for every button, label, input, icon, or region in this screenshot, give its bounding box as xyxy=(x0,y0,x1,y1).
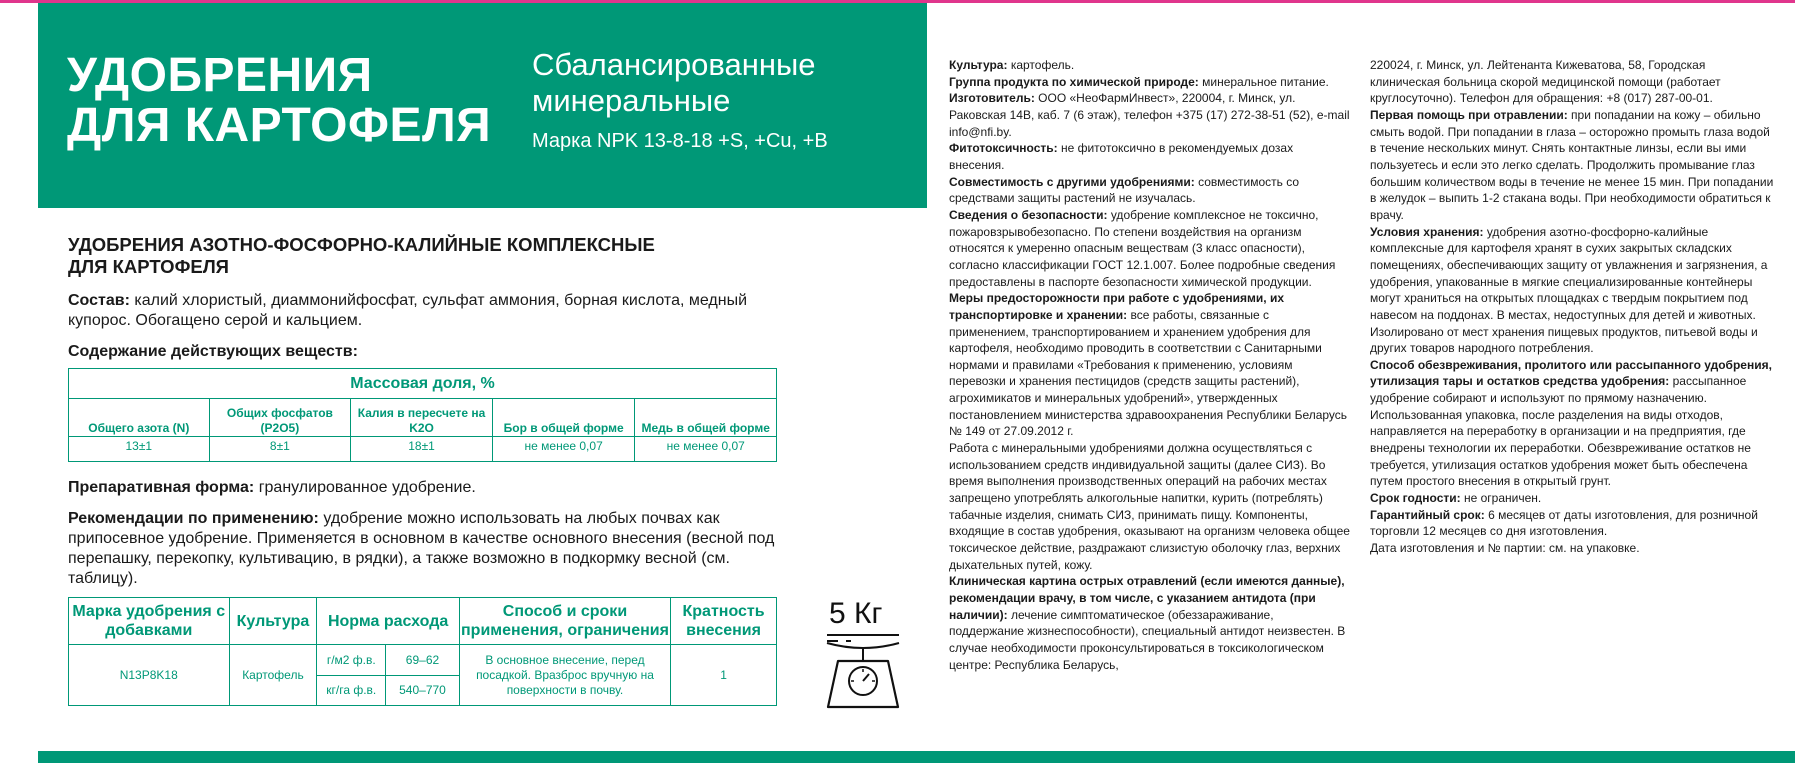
usage-table xyxy=(68,597,777,706)
mass-col-header: Общего азота (N) xyxy=(69,399,210,437)
content-label: Содержание действующих веществ: xyxy=(68,343,358,360)
rate-value: 69–62 xyxy=(386,645,460,676)
info-label: Условия хранения: xyxy=(1370,224,1484,239)
info-text: удобрение комплексное не токсично, пожаровзрывобезопасно. По степени воздействия на организм относятся к умеренно опасным веществам (3 класс опасности), согласно классификации ГОСТ 12.1.007. Более подробные сведения предоставлены в паспорте безопасности химической продукции. xyxy=(949,207,1336,289)
heading-line-1: УДОБРЕНИЯ АЗОТНО-ФОСФОРНО-КАЛИЙНЫЕ КОМПЛЕКСНЫЕ xyxy=(68,234,655,255)
info-paragraph xyxy=(949,440,1351,573)
info-label: Срок годности: xyxy=(1370,491,1461,506)
usage-col-header: Кратность внесения xyxy=(671,598,777,645)
info-paragraph xyxy=(949,207,1351,290)
scale-icon xyxy=(818,631,908,711)
info-label: Изготовитель: xyxy=(949,91,1035,106)
info-text: 220024, г. Минск, ул. Лейтенанта Кижеватова, 58, Городская клиническая больница скорой медицинской помощи (работает круглосуточно). Телефон для обращения: +8 (017) 287-00-01. xyxy=(1370,58,1721,106)
usage-grade: N13P8K18 xyxy=(69,645,230,706)
info-text: рассыпанное удобрение собирают и используют по прямому назначению. Использованная упаковка, после разделения на виды отходов, направляется на переработку в организации и на предприятия, где внедрены технологии их переработки. Обезвреживание остатков не требуется, утилизация остатков удобрения может быть обеспечена путем простого внесения в открытый грунт. xyxy=(1370,374,1751,489)
mass-value: 18±1 xyxy=(351,437,493,462)
grade-label: Марка NPK 13-8-18 +S, +Cu, +B xyxy=(532,130,828,152)
usage-multiplicity: 1 xyxy=(671,645,777,706)
info-label: Фитотоксичность: xyxy=(949,141,1058,156)
rate-unit: г/м2 ф.в. xyxy=(317,645,386,676)
info-text: совместимость со средствами защиты растений не изучалась. xyxy=(949,174,1300,206)
info-label: Культура: xyxy=(949,58,1008,72)
heading-line-2: ДЛЯ КАРТОФЕЛЯ xyxy=(68,256,229,277)
info-paragraph xyxy=(1370,57,1775,107)
info-text: удобрения азотно-фосфорно-калийные комплексные для картофеля хранят в сухих закрытых складских помещениях, обеспечивающих защиту от увлажнения и загрязнения, а удобрения, упакованные в мягкие специализированные контейнеры могут храниться на открытых площадках с твердым покрытием под навесом на поддонах. В местах, недоступных для детей и животных. Изолировано от мест хранения пищевых продуктов, питьевой воды и других товаров народного потребления. xyxy=(1370,224,1768,356)
info-paragraph xyxy=(949,290,1351,440)
recommendations-text: удобрение можно использовать на любых почвах как припосевное удобрение. Применяется в основном в качестве основного внесения (весной под перепашку, перекопку, культивацию, в рядки), а также возможно в подкормку весной (см. таблицу). xyxy=(68,510,775,587)
info-paragraph xyxy=(1370,224,1775,357)
info-label: Меры предосторожности при работе с удобрениями, их транспортировке и хранении: xyxy=(949,291,1285,322)
info-text: лечение симптоматическое (обеззараживание, поддержание жизнеспособности), специальный антидот неизвестен. В случае необходимости проконсультироваться в токсикологическом центре: Республика Беларусь, xyxy=(949,607,1346,672)
mass-fraction-table xyxy=(68,368,777,462)
mass-col-header: Калия в пересчете на K2O xyxy=(351,399,493,437)
info-label: Гарантийный срок: xyxy=(1370,507,1485,522)
usage-col-header: Норма расхода xyxy=(317,598,459,645)
main-title xyxy=(67,51,491,151)
info-label: Сведения о безопасности: xyxy=(949,207,1108,222)
info-text: картофель. xyxy=(1007,58,1075,72)
info-paragraph xyxy=(949,90,1351,140)
subtitle-line-2: минеральные xyxy=(532,83,731,118)
header-banner xyxy=(38,3,927,208)
info-column-3 xyxy=(1370,57,1775,557)
info-text: минеральное питание. xyxy=(1198,74,1329,89)
weight-block xyxy=(818,597,908,712)
info-text: ООО «НеоФармИнвест», 220004, г. Минск, ул. Раковская 14В, каб. 7 (6 этаж), телефон +375 (17) 272-38-51 (52), e-mail info@nfi.by. xyxy=(949,91,1350,139)
rate-unit: кг/га ф.в. xyxy=(317,676,386,706)
usage-col-header: Марка удобрения с добавками xyxy=(69,598,230,645)
info-paragraph xyxy=(1370,507,1775,540)
info-paragraph xyxy=(949,74,1351,91)
mass-table-caption: Массовая доля, % xyxy=(69,369,777,399)
mass-value: 13±1 xyxy=(69,437,210,462)
info-paragraph xyxy=(1370,107,1775,224)
mass-col-header: Бор в общей форме xyxy=(492,399,635,437)
info-paragraph xyxy=(949,573,1351,673)
form-text: гранулированное удобрение. xyxy=(258,479,476,496)
weight-label: 5 Кг xyxy=(829,597,883,630)
info-column-2 xyxy=(949,57,1351,673)
info-paragraph xyxy=(949,174,1351,207)
composition-label: Состав: xyxy=(68,292,130,309)
info-text: не ограничен. xyxy=(1460,491,1542,506)
info-label: Первая помощь при отравлении: xyxy=(1370,107,1568,122)
info-paragraph xyxy=(1370,490,1775,507)
usage-col-header: Способ и сроки применения, ограничения xyxy=(459,598,670,645)
product-heading xyxy=(68,234,783,278)
info-text: Работа с минеральными удобрениями должна осуществляться с использованием средств индивидуальной защиты (далее СИЗ). Во время выполнения производственных операций на рабочих местах запрещено употреблять алкогольные напитки, курить (потреблять) табачные изделия, снимать СИЗ, принимать пищу. Компоненты, входящие в состав удобрения, оказывают на организм человека общее токсическое действие, раздражают слизистую оболочку глаз, верхних дыхательных путей, кожу. xyxy=(949,441,1350,572)
info-text: все работы, связанные с применением, транспортированием и хранением удобрения для картофеля, необходимо проводить в соответствии с Санитарными нормами и правилами «Требования к применению, условиям перевозки и хранения пестицидов (средств защиты растений), агрохимикатов и минеральных удобрений», утвержденных постановлением министерства здравоохранения Республики Беларусь № 149 от 27.09.2012 г. xyxy=(949,307,1348,439)
info-text: при попадании на кожу – обильно смыть водой. При попадании в глаза – осторожно промыть глаза водой в течение нескольких минут. Снять контактные линзы, если вы ими пользуетесь и если это легко сделать. Продолжить промывание глаз большим количеством воды в течение не менее 15 мин. При попадании в желудок – выпить 1-2 стакана воды. При необходимости обратиться к врачу. xyxy=(1370,107,1774,222)
info-label: Группа продукта по химической природе: xyxy=(949,74,1199,89)
usage-col-header: Культура xyxy=(229,598,317,645)
rate-value: 540–770 xyxy=(386,676,460,706)
preparative-form xyxy=(68,478,783,498)
info-paragraph xyxy=(1370,540,1775,557)
info-label: Клиническая картина острых отравлений (если имеются данные), рекомендации врачу, в том числе, с указанием антидота (при наличии): xyxy=(949,574,1345,622)
info-text: Дата изготовления и № партии: см. на упаковке. xyxy=(1370,541,1640,556)
info-label: Совместимость с другими удобрениями: xyxy=(949,174,1195,189)
form-label: Препаративная форма: xyxy=(68,479,255,496)
subtitle xyxy=(532,47,816,119)
subtitle-line-1: Сбалансированные xyxy=(532,47,816,82)
recommendations xyxy=(68,509,783,589)
usage-crop: Картофель xyxy=(229,645,317,706)
mass-value: не менее 0,07 xyxy=(635,437,777,462)
mass-value: 8±1 xyxy=(209,437,351,462)
info-text: 6 месяцев от даты изготовления, для розничной торговли 12 месяцев со дня изготовления. xyxy=(1370,507,1758,539)
title-line-1: УДОБРЕНИЯ xyxy=(67,49,373,102)
composition-text: калий хлористый, диаммонийфосфат, сульфат аммония, борная кислота, медный купорос. Обогащено серой и кальцием. xyxy=(68,292,748,329)
info-paragraph xyxy=(949,57,1351,74)
info-text: не фитотоксично в рекомендуемых дозах внесения. xyxy=(949,141,1294,172)
info-paragraph xyxy=(949,140,1351,173)
title-line-2: ДЛЯ КАРТОФЕЛЯ xyxy=(67,99,492,152)
bottom-accent-bar xyxy=(38,751,1795,763)
composition xyxy=(68,291,783,331)
info-label: Способ обезвреживания, пролитого или рассыпанного удобрения, утилизация тары и остатков средства удобрения: xyxy=(1370,357,1772,389)
mass-col-header: Общих фосфатов (P2O5) xyxy=(209,399,351,437)
mass-value: не менее 0,07 xyxy=(492,437,635,462)
usage-method: В основное внесение, перед посадкой. Вразброс вручную на поверхности в почву. xyxy=(459,645,670,706)
recommendations-label: Рекомендации по применению: xyxy=(68,510,319,527)
mass-col-header: Медь в общей форме xyxy=(635,399,777,437)
info-paragraph xyxy=(1370,357,1775,490)
